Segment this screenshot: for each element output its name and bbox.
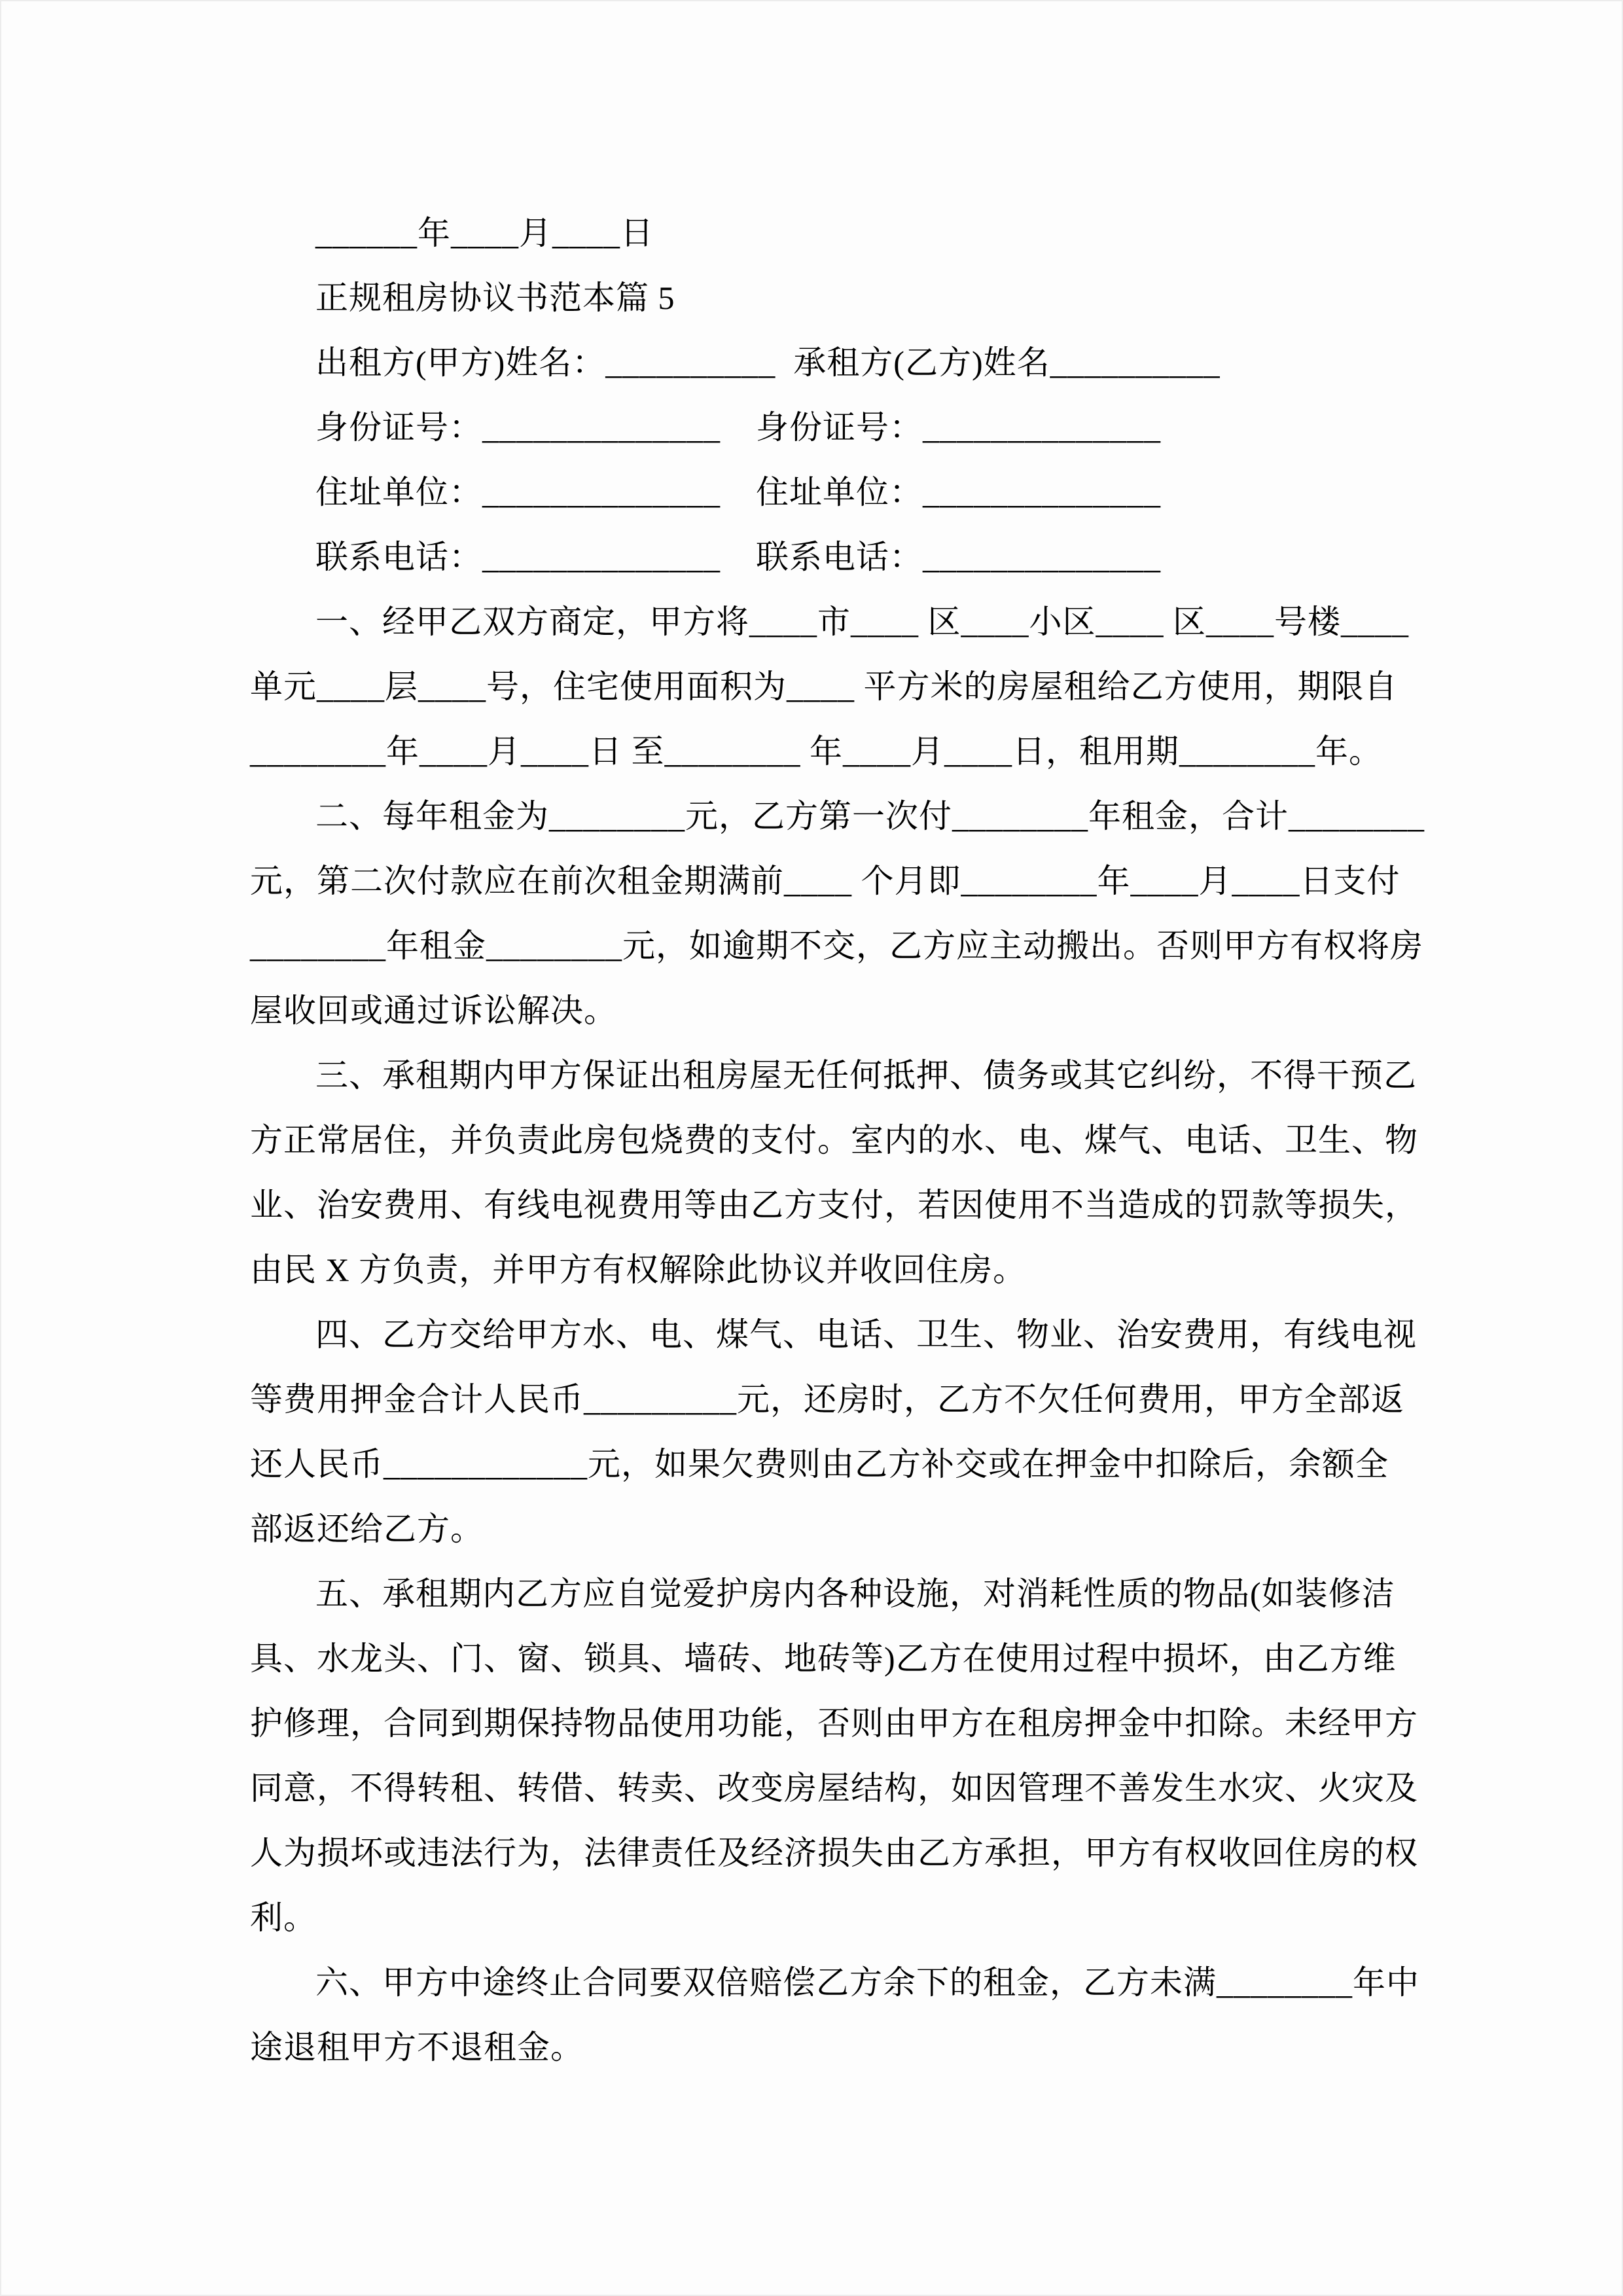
document-line: 具、水龙头、门、窗、锁具、墙砖、地砖等)乙方在使用过程中损坏，由乙方维 xyxy=(250,1640,1397,1677)
document-line: ________年____月____日 至________ 年____月____日，租用期________年。 xyxy=(250,733,1382,770)
document-line: 三、承租期内甲方保证出租房屋无任何抵押、债务或其它纠纷，不得干预乙 xyxy=(315,1057,1417,1094)
document-line: 业、治安费用、有线电视费用等由乙方支付，若因使用不当造成的罚款等损失， xyxy=(250,1187,1418,1223)
document-line: ________年租金________元，如逾期不交，乙方应主动搬出。否则甲方有权将房 xyxy=(250,927,1423,964)
document-line: ______年____月____日 xyxy=(315,215,654,251)
document-line: 联系电话：______________ 联系电话：______________ xyxy=(315,539,1161,575)
document-line: 身份证号：______________ 身份证号：______________ xyxy=(315,409,1161,446)
document-line: 二、每年租金为________元，乙方第一次付________年租金，合计________ xyxy=(315,798,1425,834)
document-line: 方正常居住，并负责此房包烧费的支付。室内的水、电、煤气、电话、卫生、物 xyxy=(250,1122,1418,1158)
document-line: 五、承租期内乙方应自觉爱护房内各种设施，对消耗性质的物品(如装修洁 xyxy=(315,1575,1395,1612)
document-line: 还人民币____________元，如果欠费则由乙方补交或在押金中扣除后，余额全 xyxy=(250,1446,1389,1482)
document-line: 部返还给乙方。 xyxy=(250,1511,484,1547)
document-line: 人为损坏或违法行为，法律责任及经济损失由乙方承担，甲方有权收回住房的权 xyxy=(250,1835,1418,1871)
document-line: 六、甲方中途终止合同要双倍赔偿乙方余下的租金，乙方未满________年中 xyxy=(315,1964,1419,2001)
document-line: 一、经甲乙双方商定，甲方将____市____ 区____小区____ 区____号楼____ xyxy=(315,603,1409,640)
document-line: 利。 xyxy=(250,1899,317,1936)
document-line: 护修理，合同到期保持物品使用功能，否则由甲方在租房押金中扣除。未经甲方 xyxy=(250,1705,1418,1742)
document-line: 正规租房协议书范本篇 5 xyxy=(315,279,675,316)
document-line: 同意，不得转租、转借、转卖、改变房屋结构，如因管理不善发生水灾、火灾及 xyxy=(250,1770,1418,1806)
document-line: 住址单位：______________ 住址单位：______________ xyxy=(315,474,1161,511)
document-line: 出租方(甲方)姓名：__________ 承租方(乙方)姓名__________ xyxy=(315,344,1221,381)
document-line: 途退租甲方不退租金。 xyxy=(250,2029,584,2066)
document-body xyxy=(250,201,1425,2080)
document-line: 单元____层____号，住宅使用面积为____ 平方米的房屋租给乙方使用，期限自 xyxy=(250,668,1398,705)
document-line: 元，第二次付款应在前次租金期满前____ 个月即________年____月____日支付 xyxy=(250,863,1400,899)
document-line: 由民 X 方负责，并甲方有权解除此协议并收回住房。 xyxy=(250,1251,1027,1288)
document-line: 屋收回或通过诉讼解决。 xyxy=(250,992,617,1029)
document-line: 等费用押金合计人民币_________元，还房时，乙方不欠任何费用，甲方全部返 xyxy=(250,1381,1404,1418)
document-line: 四、乙方交给甲方水、电、煤气、电话、卫生、物业、治安费用，有线电视 xyxy=(315,1316,1417,1353)
